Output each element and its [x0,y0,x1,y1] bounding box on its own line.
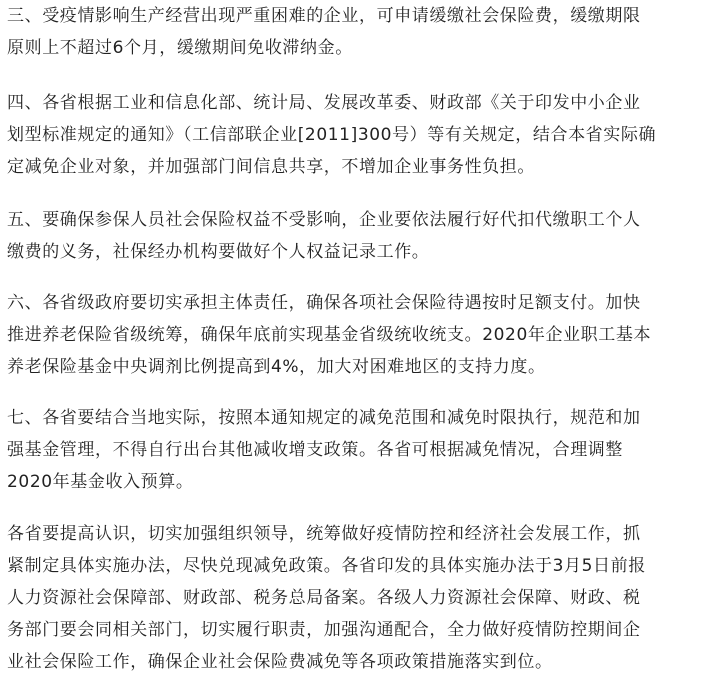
paragraph-item-6 [7,287,651,383]
paragraph-item-5 [7,204,641,268]
text-line: 五、要确保参保人员社会保险权益不受影响，企业要依法履行好代扣代缴职工个人 [7,210,641,230]
text-line: 务部门要会同相关部门，切实履行职责，加强沟通配合，全力做好疫情防控期间企 [7,620,641,640]
text-line: 三、受疫情影响生产经营出现严重困难的企业，可申请缓缴社会保险费，缓缴期限 [7,6,641,26]
text-line: 七、各省要结合当地实际，按照本通知规定的减免范围和减免时限执行，规范和加 [7,408,641,428]
text-line: 业社会保险工作，确保企业社会保险费减免等各项政策措施落实到位。 [7,652,553,672]
text-line: 人力资源社会保障部、财政部、税务总局备案。各级人力资源社会保障、财政、税 [7,588,641,608]
text-line: 原则上不超过6个月，缓缴期间免收滞纳金。 [7,38,353,58]
paragraph-item-4 [7,87,656,183]
text-line: 2020年基金收入预算。 [7,472,194,492]
text-line: 六、各省级政府要切实承担主体责任，确保各项社会保险待遇按时足额支付。加快 [7,293,641,313]
text-line: 定减免企业对象，并加强部门间信息共享，不增加企业事务性负担。 [7,157,535,177]
text-line: 缴费的义务，社保经办机构要做好个人权益记录工作。 [7,242,430,262]
paragraph-item-3 [7,0,641,64]
paragraph-item-7 [7,402,641,498]
text-line: 紧制定具体实施办法，尽快兑现减免政策。各省印发的具体实施办法于3月5日前报 [7,556,646,576]
paragraph-closing [7,518,646,678]
text-line: 各省要提高认识，切实加强组织领导，统筹做好疫情防控和经济社会发展工作，抓 [7,524,641,544]
text-line: 养老保险基金中央调剂比例提高到4%，加大对困难地区的支持力度。 [7,357,546,377]
text-line: 强基金管理，不得自行出台其他减收增支政策。各省可根据减免情况，合理调整 [7,440,623,460]
text-line: 推进养老保险省级统筹，确保年底前实现基金省级统收统支。2020年企业职工基本 [7,325,652,345]
text-line: 四、各省根据工业和信息化部、统计局、发展改革委、财政部《关于印发中小企业 [7,93,641,113]
text-line: 划型标准规定的通知》（工信部联企业[2011]300号）等有关规定，结合本省实际确 [7,125,657,145]
